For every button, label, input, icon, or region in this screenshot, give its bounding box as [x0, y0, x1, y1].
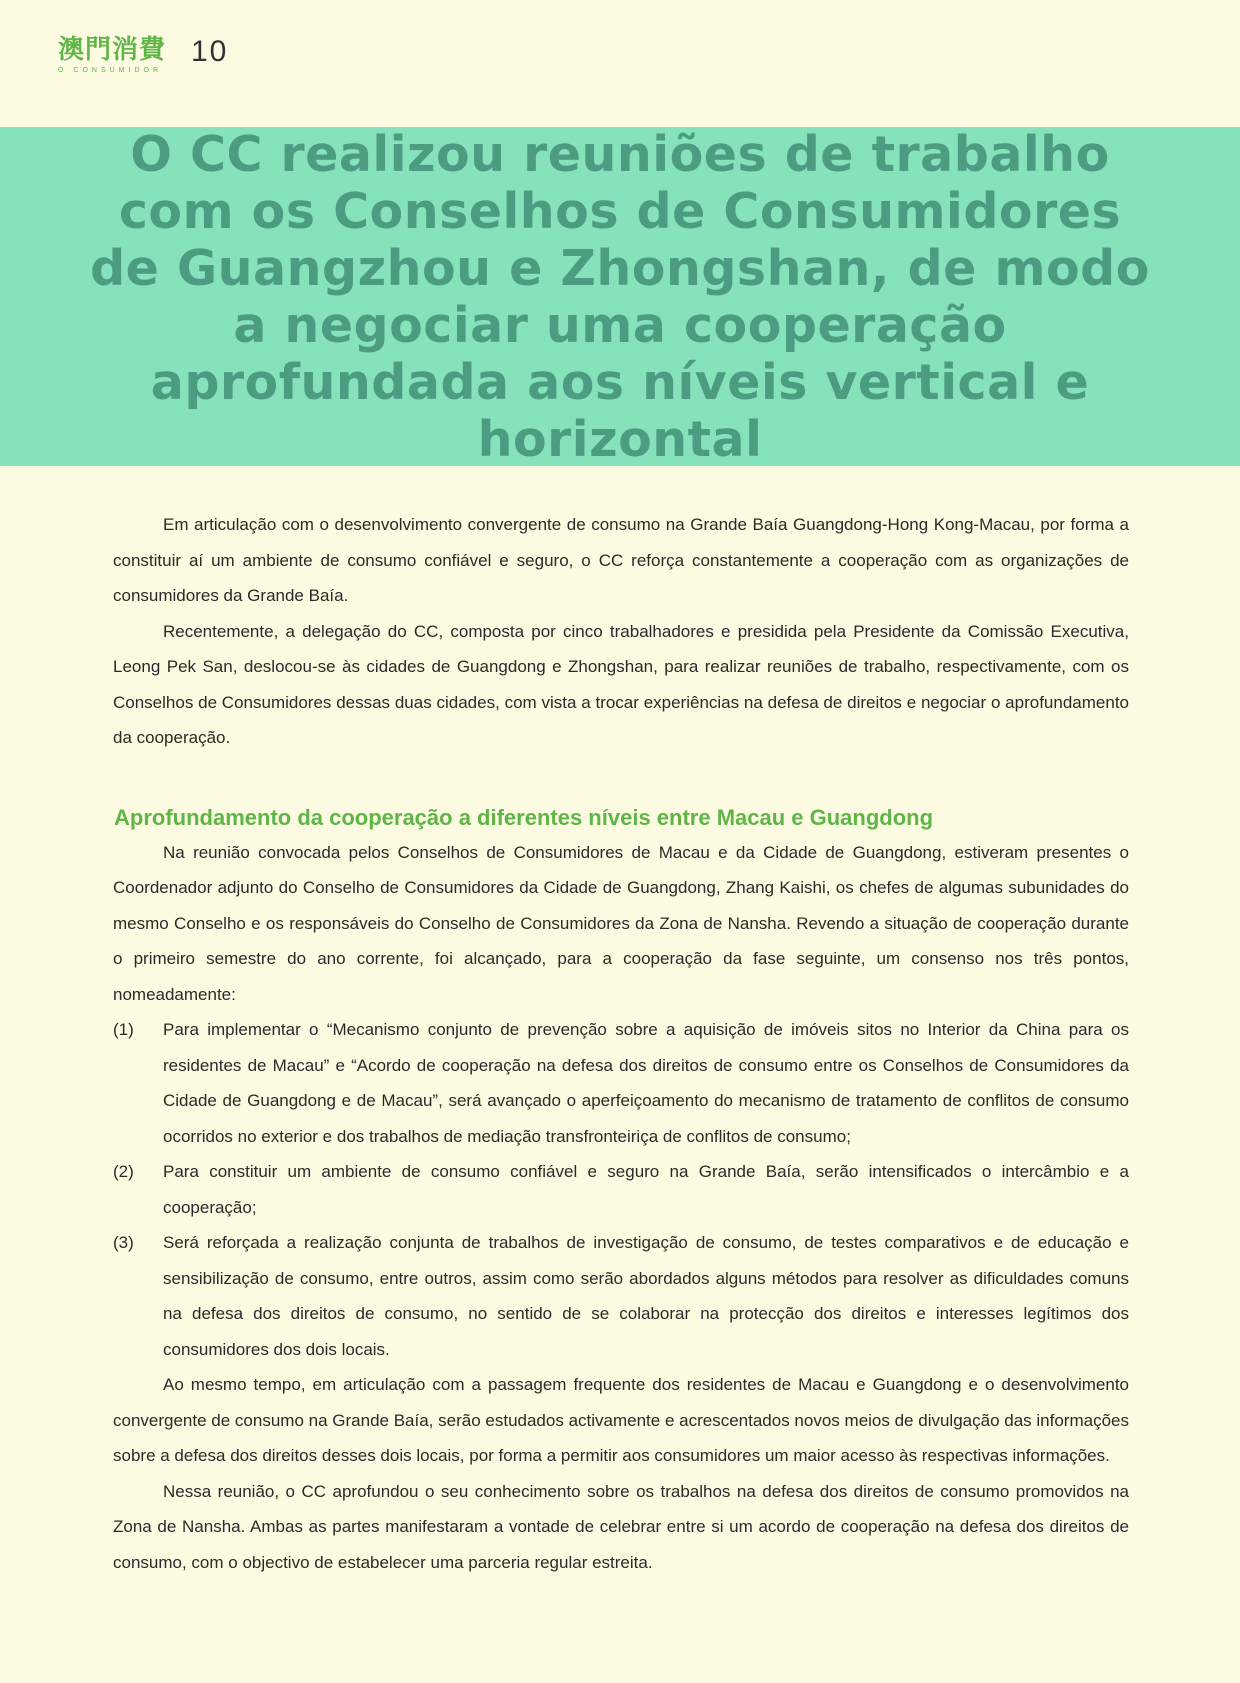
- list-item-number: (1): [113, 1020, 134, 1039]
- list-item-text: Para implementar o “Mecanismo conjunto de prevenção sobre a aquisição de imóveis sitos no Interior da China para os residentes de Macau” e “Acordo de cooperação na defesa dos direitos de consumo entre os Conselhos de Consumidores da Cidade de Guangdong e de Macau”, será avançado o aperfeiçoamento do mecanismo de tratamento de conflitos de consumo ocorridos no exterior e dos trabalhos de mediação transfronteiriça de conflitos de consumo;: [163, 1020, 1129, 1146]
- logo-subtitle: O CONSUMIDOR: [58, 67, 162, 74]
- list-item-text: Será reforçada a realização conjunta de trabalhos de investigação de consumo, de testes comparativos e de educação e sensibilização de consumo, entre outros, assim como serão abordados alguns métodos para resolver as dificuldades comuns na defesa dos direitos de consumo, no sentido de se colaborar na protecção dos direitos e interesses legítimos dos consumidores dos dois locais.: [163, 1233, 1129, 1359]
- list-item: [113, 1154, 1129, 1225]
- consensus-list: [113, 1012, 1129, 1367]
- list-item-number: (2): [113, 1162, 134, 1181]
- section-paragraph: Na reunião convocada pelos Conselhos de Consumidores de Macau e da Cidade de Guangdong, estiveram presentes o Coordenador adjunto do Conselho de Consumidores da Cidade de Guangdong, Zhang Kaishi, os chefes de algumas subunidades do mesmo Conselho e os responsáveis do Conselho de Consumidores da Zona de Nansha. Revendo a situação de cooperação durante o primeiro semestre do ano corrente, foi alcançado, para a cooperação da fase seguinte, um consenso nos três pontos, nomeadamente:: [113, 842, 1129, 1004]
- list-item-text: Para constituir um ambiente de consumo confiável e seguro na Grande Baía, serão intensificados o intercâmbio e a cooperação;: [163, 1162, 1129, 1217]
- closing-paragraph: Ao mesmo tempo, em articulação com a passagem frequente dos residentes de Macau e Guangdong e o desenvolvimento convergente de consumo na Grande Baía, serão estudados activamente e acrescentados novos meios de divulgação das informações sobre a defesa dos direitos desses dois locais, por forma a permitir aos consumidores um maior acesso às respectivas informações.: [113, 1375, 1129, 1465]
- title-banner: [0, 127, 1240, 466]
- closing-paragraph: Nessa reunião, o CC aprofundou o seu conhecimento sobre os trabalhos na defesa dos direitos de consumo promovidos na Zona de Nansha. Ambas as partes manifestaram a vontade de celebrar entre si um acordo de cooperação na defesa dos direitos de consumo, com o objectivo de estabelecer uma parceria regular estreita.: [113, 1481, 1129, 1572]
- logo-chinese-text: 澳門消費: [58, 35, 167, 65]
- section-heading: Aprofundamento da cooperação a diferentes níveis entre Macau e Guangdong: [114, 804, 934, 830]
- list-item: [113, 1012, 1129, 1154]
- article-title: O CC realizou reuniões de trabalho com os Conselhos de Consumidores de Guangzhou e Zhongshan, de modo a negociar uma cooperação aprofundada aos níveis vertical e horizontal: [90, 125, 1150, 468]
- intro-paragraph: Recentemente, a delegação do CC, composta por cinco trabalhadores e presidida pela Presidente da Comissão Executiva, Leong Pek San, deslocou-se às cidades de Guangdong e Zhongshan, para realizar reuniões de trabalho, respectivamente, com os Conselhos de Consumidores dessas duas cidades, com vista a trocar experiências na defesa de direitos e negociar o aprofundamento da cooperação.: [113, 621, 1129, 747]
- list-item-number: (3): [113, 1233, 134, 1252]
- page-number: 10: [191, 35, 229, 68]
- intro-paragraph: Em articulação com o desenvolvimento convergente de consumo na Grande Baía Guangdong-Hong Kong-Macau, por forma a constituir aí um ambiente de consumo confiável e seguro, o CC reforça constantemente a cooperação com as organizações de consumidores da Grande Baía.: [113, 515, 1129, 605]
- consumidor-logo: [58, 34, 173, 78]
- article-body: [113, 507, 1129, 1580]
- list-item: [113, 1225, 1129, 1367]
